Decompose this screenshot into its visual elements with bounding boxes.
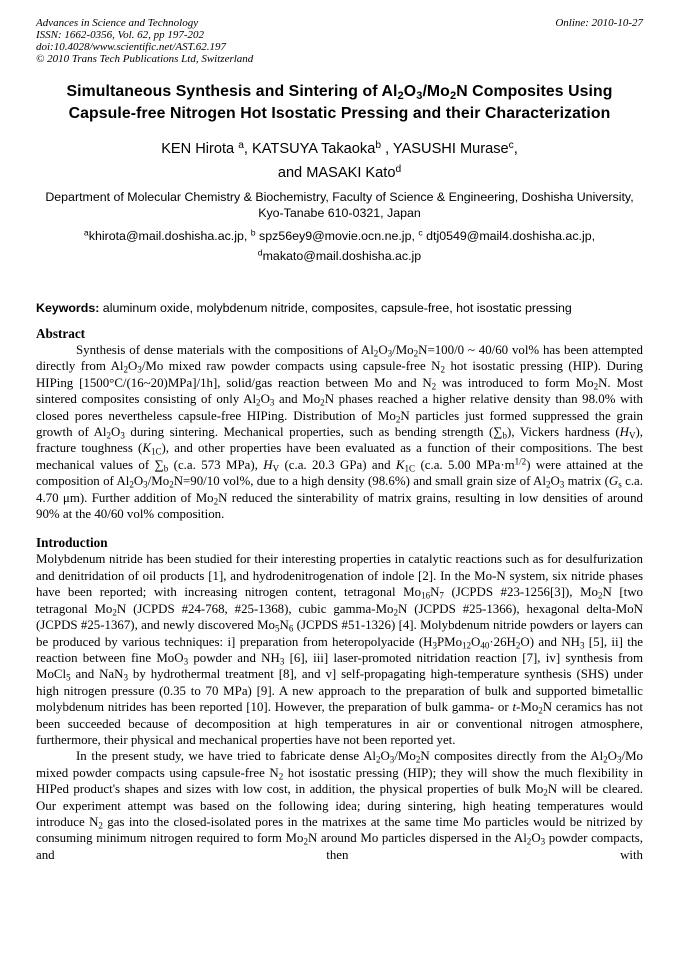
keywords-label: Keywords:	[36, 301, 100, 315]
copyright-line: © 2010 Trans Tech Publications Ltd, Switzerland	[36, 53, 254, 65]
introduction-paragraph-1: Molybdenum nitride has been studied for their interesting properties in catalytic reactions such as for desulfurization and denitridation of oil products [1], and hydrodenitrogenation of indole [2]. In the Mo-N system, six nitride phases have been reported; with increasing nitrogen content, tetragonal $Mo_{16}N_7$ (JCPDS #23-1256[3]), $Mo_2N$ [two tetragonal $Mo_2N$ (JCPDS #24-768, #25-1368), cubic gamma-$Mo_2N$ (JCPDS #25-1366), hexagonal delta-MoN (JCPDS #25-1367), and newly discovered $Mo_5N_6$ (JCPDS #51-1326) [4]. Molybdenum nitride powders or layers can be produced by various techniques: i] preparation from heteropolyacide $(H_3PMo_{12}O_{40}\cdot 26H_2O)$ and $NH_3$ [5], ii] the reaction between fine MoO$_3$ powder and $NH_3$ [6], iii] laser-promoted nitridation reaction [7], iv] synthesis from MoCl$_5$ and NaN$_3$ by hydrothermal treatment [8], and v] self-propagating high-temperature synthesis (SHS) under high nitrogen pressure (0.35 to 70 MPa) [9]. A new approach to the preparation of bulk and supported bimetallic molybdenum nitrides has been reported [10]. However, the preparation of bulk gamma- or $t-Mo_2N$ ceramics has not been succeeded because of decomposition at high temperatures in air or conventional nitrogen atmosphere, furthermore, their physical and mechanical properties have not been reported yet.	[36, 552, 644, 747]
online-date: Online: 2010-10-27	[555, 17, 643, 29]
affiliation: Department of Molecular Chemistry & Biochemistry, Faculty of Science & Engineering, Doshisha University, Kyo-Tanabe 610-0321, Japan	[45, 190, 634, 220]
title-line-2: Capsule-free Nitrogen Hot Isostatic Pressing and their Characterization	[68, 105, 611, 122]
abstract-section	[36, 325, 643, 522]
introduction-paragraph-2: In the present study, we have tried to fabricate dense $Al_2O_3/Mo_2N$ composites directly from the $Al_2O_3/Mo$ mixed powder compacts using capsule-free $N_2$ hot isostatic pressing (HIP); they will show the much flexibility in HIPed product's shapes and sizes with low cost, in addition, the physical properties of bulk $Mo_2N$ will be cleared. Our experiment attempt was based on the following idea; during sintering, high heating temperatures would introduce $N_2$ gas into the closed-isolated pores in the matrixes at the same time Mo particles would be nitrized by consuming minimum nitrogen required to form $Mo_2N$ around Mo particles dispersed in the $Al_2O_3$ powder compacts, and then with	[36, 749, 643, 862]
keywords-row	[36, 300, 643, 316]
publication-info	[36, 17, 253, 65]
emails-block	[36, 226, 643, 266]
email-line-1: $^a$khirota@mail.doshisha.ac.jp, $^b$ spz56ey9@movie.ocn.ne.jp, $^c$ dtj0549@mail4.doshisha.ac.jp,	[83, 227, 596, 243]
journal-name: Advances in Science and Technology	[36, 17, 199, 29]
authors-line-1: KEN Hirota $^a$, KATSUYA Takaoka$^b$ , YASUSHI Murase$^c$,	[161, 139, 518, 157]
paper-title	[36, 81, 643, 125]
introduction-heading: Introduction	[36, 535, 108, 551]
authors-line-2: and MASAKI Kato$^d$	[277, 163, 402, 181]
doi-line: doi:10.4028/www.scientific.net/AST.62.197	[36, 41, 226, 53]
issn-line: ISSN: 1662-0356, Vol. 62, pp 197-202	[36, 29, 205, 41]
introduction-section	[36, 534, 643, 863]
abstract-heading: Abstract	[36, 326, 86, 341]
email-line-2: $^d$makato@mail.doshisha.ac.jp	[257, 247, 422, 263]
publication-header	[36, 17, 643, 65]
keywords-text: aluminum oxide, molybdenum nitride, composites, capsule-free, hot isostatic pressing	[99, 301, 572, 315]
authors-block	[36, 137, 643, 185]
title-line-1: Simultaneous Synthesis and Sintering of $Al_2O_3/Mo_2N$ Composites Using	[66, 83, 613, 102]
abstract-text: Synthesis of dense materials with the compositions of $Al_2O_3/Mo_2N=100/0$ ~ 40/60 vol% has been attempted directly from $Al_2O_3/Mo$ mixed raw powder compacts using capsule-free $N_2$ hot isostatic pressing (HIP). During HIPing [1500°C/(16~20)MPa]/1h], solid/gas reaction between Mo and $N_2$ was introduced to form $Mo_2N$. Most sintered composites consisting of only $Al_2O_3$ and $Mo_2N$ phases reached a higher relative density than 98.0% with closed pores nevertheless capsule-free HIPing. Distribution of $Mo_2N$ particles just formed suppressed the grain growth of $Al_2O_3$ during sintering. Mechanical properties, such as bending strength $(\sum_b)$, Vickers hardness $(H_V)$, fracture toughness $(K_{1C})$, and other properties have been evaluated as a function of their compositions. The best mechanical values of $\sum_b$ (c.a. 573 MPa), $H_V$ (c.a. 20.3 GPa) and $K_{1C}$ (c.a. 5.00 $MPa\cdot m^{1/2}$) were attained at the composition of $Al_2O_3/Mo_2N=90/10$ vol%, due to a high density (98.6%) and small grain size of $Al_2O_3$ matrix ($G_s$ c.a. 4.70 μm). Further addition of $Mo_2N$ reduced the sinterability of matrix grains, resulting in low densities of around 90% at the 40/60 vol% composition.	[36, 343, 644, 522]
